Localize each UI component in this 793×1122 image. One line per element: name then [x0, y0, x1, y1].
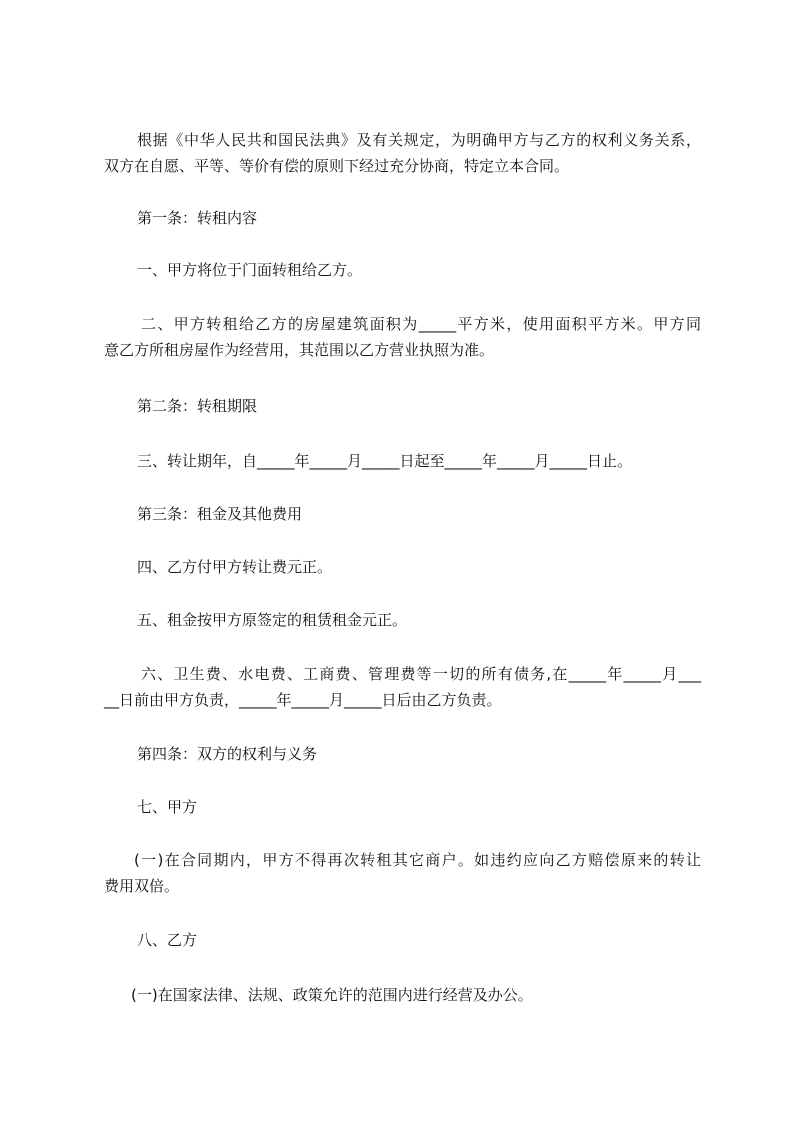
article-4-heading: 第四条：双方的权利与义务 [137, 745, 318, 763]
clause-1: 一、甲方将位于门面转租给乙方。 [137, 261, 363, 279]
clause-6-line-1: 六、卫生费、水电费、工商费、管理费等一切的所有债务,在_____年_____月___ [141, 665, 701, 683]
article-3-heading: 第三条：租金及其他费用 [137, 505, 303, 523]
clause-3: 三、转让期年，自_____年_____月_____日起至_____年_____月_____日止。 [137, 452, 633, 470]
clause-8-heading: 八、乙方 [137, 931, 198, 949]
clause-7-item-1-line-2: 费用双倍。 [104, 877, 180, 895]
clause-2-line-2: 意乙方所租房屋作为经营用，其范围以乙方营业执照为准。 [104, 341, 495, 359]
clause-2-line-1: 二、甲方转租给乙方的房屋建筑面积为_____平方米，使用面积平方米。甲方同 [141, 315, 701, 333]
clause-7-heading: 七、甲方 [137, 798, 198, 816]
article-1-heading: 第一条：转租内容 [137, 209, 258, 227]
clause-7-item-1-line-1: (一)在合同期内，甲方不得再次转租其它商户。如违约应向乙方赔偿原来的转让 [134, 851, 701, 869]
article-2-heading: 第二条：转租期限 [137, 397, 258, 415]
clause-8-item-1: (一)在国家法律、法规、政策允许的范围内进行经营及办公。 [131, 986, 533, 1004]
clause-4: 四、乙方付甲方转让费元正。 [137, 558, 333, 576]
clause-6-line-2: __日前由甲方负责，_____年_____月_____日后由乙方负责。 [104, 691, 502, 709]
paragraph-preamble-line-1: 根据《中华人民共和国民法典》及有关规定，为明确甲方与乙方的权利义务关系， [137, 131, 701, 149]
clause-5: 五、租金按甲方原签定的租赁租金元正。 [137, 611, 408, 629]
paragraph-preamble-line-2: 双方在自愿、平等、等价有偿的原则下经过充分协商，特定立本合同。 [104, 157, 570, 175]
